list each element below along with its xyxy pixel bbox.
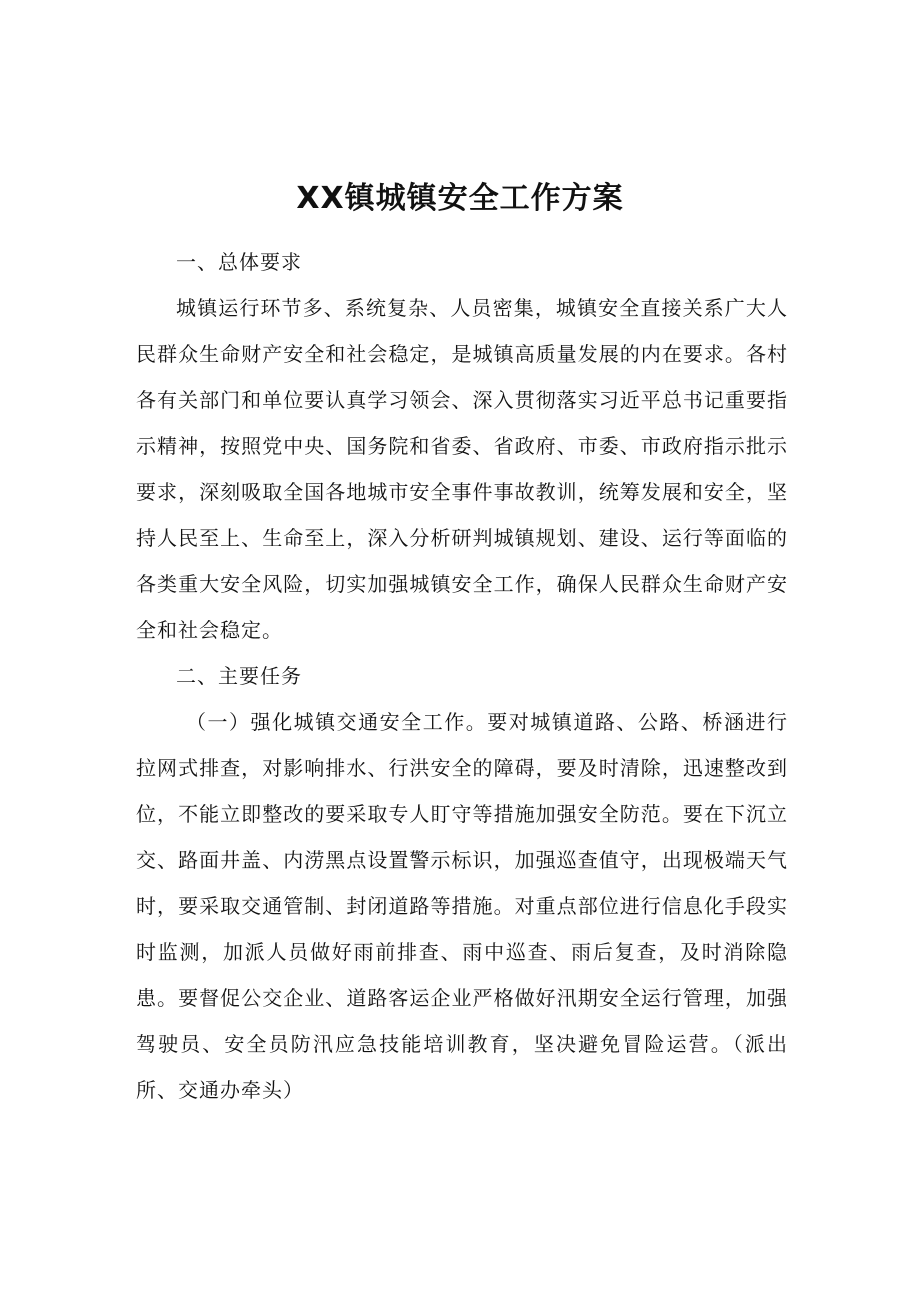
section-heading-main-tasks: 二、主要任务 (176, 664, 302, 688)
document-body (136, 239, 788, 1113)
paragraph-overall-requirements: 城镇运行环节多、系统复杂、人员密集，城镇安全直接关系广大人民群众生命财产安全和社会稳定，是城镇高质量发展的内在要求。各村各有关部门和单位要认真学习领会、深入贯彻落实习近平总书记重要指示精神，按照党中央、国务院和省委、省政府、市委、市政府指示批示要求，深刻吸取全国各地城市安全事件事故教训，统筹发展和安全，坚持人民至上、生命至上，深入分析研判城镇规划、建设、运行等面临的各类重大安全风险，切实加强城镇安全工作，确保人民群众生命财产安全和社会稳定。 (136, 296, 788, 642)
document-title: XX镇城镇安全工作方案 (296, 181, 624, 216)
section-heading-overall-requirements: 一、总体要求 (176, 250, 302, 274)
paragraph-traffic-safety: （一）强化城镇交通安全工作。要对城镇道路、公路、桥涵进行拉网式排查，对影响排水、行洪安全的障碍，要及时清除，迅速整改到位，不能立即整改的要采取专人盯守等措施加强安全防范。要在下沉立交、路面井盖、内涝黑点设置警示标识，加强巡查值守，出现极端天气时，要采取交通管制、封闭道路等措施。对重点部位进行信息化手段实时监测，加派人员做好雨前排查、雨中巡查、雨后复查，及时消除隐患。要督促公交企业、道路客运企业严格做好汛期安全运行管理，加强驾驶员、安全员防汛应急技能培训教育，坚决避免冒险运营。（派出所、交通办牵头） (136, 710, 788, 1102)
